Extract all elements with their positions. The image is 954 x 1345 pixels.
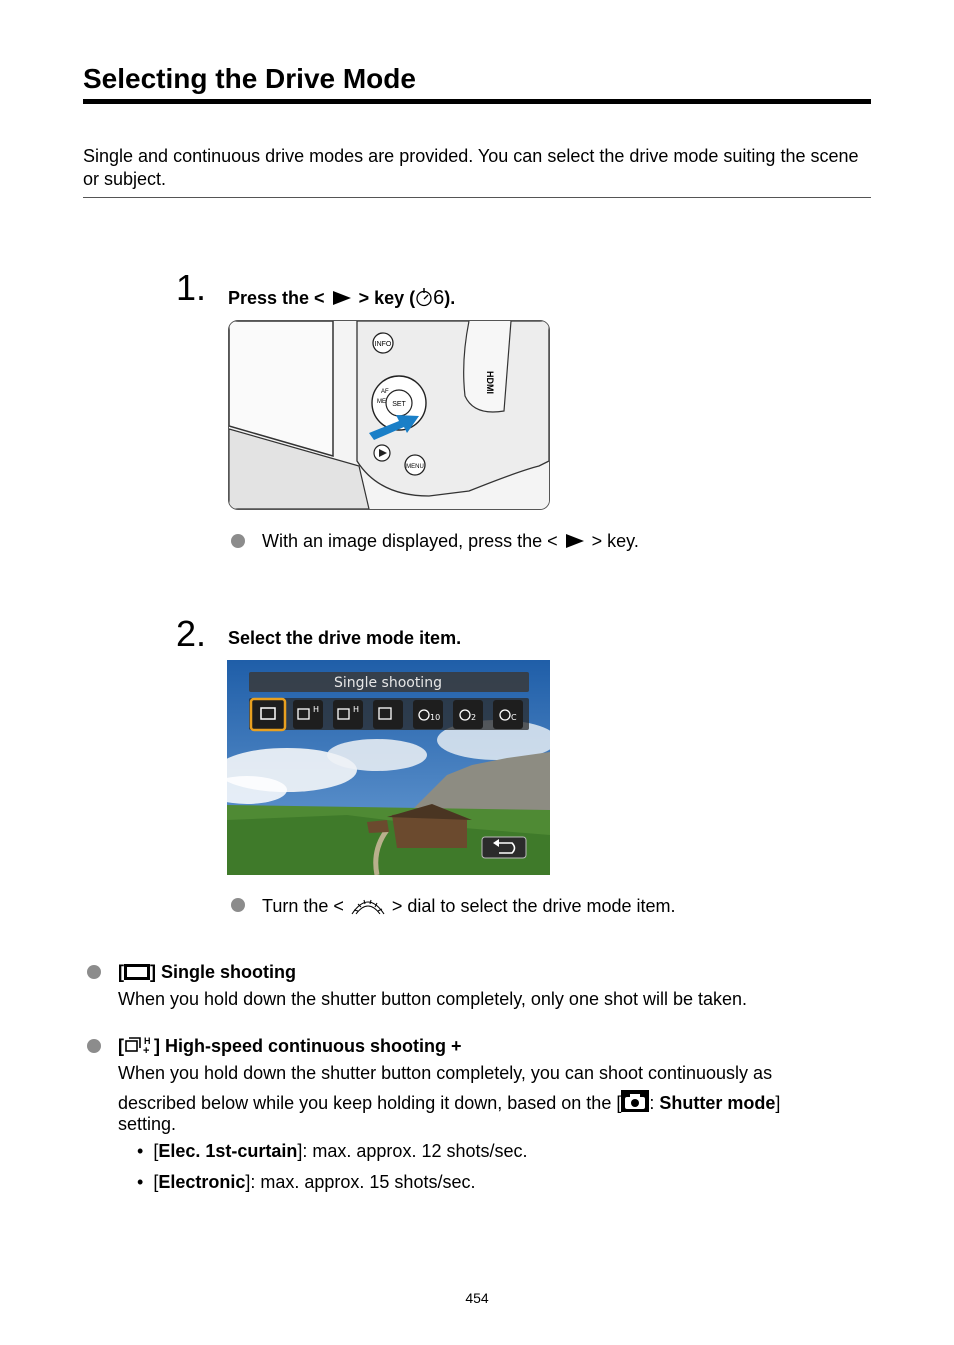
- set-label: SET: [392, 401, 406, 408]
- mode-highspeed-open: [: [118, 1036, 124, 1056]
- desc2-pre: described below while you keep holding it down, based on the [: [118, 1093, 622, 1113]
- sub-rest: ]: max. approx. 15 shots/sec.: [245, 1172, 476, 1192]
- step-2-bullet: [262, 894, 676, 918]
- sub-bold: Elec. 1st-curtain: [158, 1141, 298, 1161]
- sub-rest: ]: max. approx. 12 shots/sec.: [297, 1141, 528, 1161]
- svg-text:2: 2: [471, 713, 477, 722]
- main-dial-icon: [349, 894, 387, 916]
- shutter-mode-label: Shutter mode: [659, 1093, 776, 1113]
- desc2-post: ]: [775, 1093, 781, 1113]
- page-number: 454: [465, 1290, 489, 1306]
- step-1-title-end: ).: [444, 288, 456, 308]
- mode-single-title: [118, 961, 296, 984]
- sub-bullet: •: [137, 1141, 154, 1161]
- step-1-bullet-pre: With an image displayed, press the <: [262, 531, 563, 551]
- sub-open: [: [153, 1141, 159, 1161]
- camera-back-illustration: [228, 320, 550, 510]
- camera-back-drawing: [229, 321, 549, 509]
- svg-text:10: 10: [430, 713, 441, 722]
- mode-highspeed-desc-1: When you hold down the shutter button completely, you can shoot continuously as: [118, 1063, 773, 1083]
- play-icon: [566, 534, 584, 548]
- step-1-bullet: [262, 530, 639, 553]
- af-label: AF: [381, 389, 389, 395]
- sub-bold: Electronic: [158, 1172, 246, 1192]
- single-icon[interactable]: [251, 699, 285, 730]
- screen-label: Single shooting: [334, 675, 442, 691]
- sub-item-elec-1st: [137, 1140, 528, 1163]
- single-shooting-icon: [124, 964, 150, 980]
- step-2-number: 2.: [176, 613, 207, 654]
- menu-label: MENU: [406, 464, 424, 470]
- bullet: [231, 898, 245, 912]
- bullet: [231, 534, 245, 548]
- mode-single-desc: When you hold down the shutter button completely, only one shot will be taken.: [118, 989, 748, 1009]
- step-2-bullet-pre: Turn the <: [262, 896, 349, 916]
- bullet: [87, 965, 101, 979]
- back-button[interactable]: [482, 837, 526, 858]
- me-label: ME: [377, 399, 386, 405]
- title-rule: [83, 99, 871, 104]
- intro-rule: [83, 197, 871, 198]
- high-speed-continuous-plus-icon: [124, 1035, 154, 1055]
- page-ref-icon: [415, 287, 433, 307]
- desc2-colon: :: [649, 1093, 660, 1113]
- low-speed-icon[interactable]: [373, 700, 403, 729]
- step-2-title: Select the drive mode item.: [228, 628, 462, 648]
- step-1-title: [228, 287, 455, 309]
- sub-item-electronic: [137, 1171, 475, 1194]
- drive-mode-screen: [227, 660, 550, 875]
- sub-bullet: •: [137, 1172, 154, 1192]
- self-timer-2-icon[interactable]: [453, 700, 483, 729]
- svg-text:H: H: [313, 705, 320, 714]
- info-label: INFO: [374, 341, 392, 348]
- mode-highspeed-desc-2: [118, 1090, 780, 1115]
- step-1-title-post: > key (: [353, 288, 416, 308]
- mode-highspeed-title: [118, 1035, 462, 1058]
- landscape-screen: [227, 660, 550, 875]
- mode-single-label: ] Single shooting: [150, 962, 296, 982]
- step-1-number: 1.: [176, 267, 207, 308]
- shooting-camera-icon: [621, 1090, 649, 1112]
- step-1-bullet-post: > key.: [586, 531, 639, 551]
- step-1-page-ref: 6: [433, 287, 445, 309]
- page-title: Selecting the Drive Mode: [83, 63, 416, 94]
- bullet: [87, 1039, 101, 1053]
- svg-text:H: H: [353, 705, 360, 714]
- mode-highspeed-desc-3: setting.: [118, 1114, 177, 1134]
- svg-text:+: +: [143, 1045, 150, 1055]
- svg-text:C: C: [511, 713, 517, 722]
- svg-text:H: H: [144, 1036, 151, 1046]
- self-timer-continuous-icon[interactable]: [493, 700, 523, 729]
- step-2-bullet-post: > dial to select the drive mode item.: [386, 896, 676, 916]
- play-icon: [333, 291, 351, 305]
- mode-highspeed-label: ] High-speed continuous shooting +: [154, 1036, 462, 1056]
- sub-open: [: [153, 1172, 159, 1192]
- hdmi-label: HDMI: [485, 371, 495, 394]
- intro-text: Single and continuous drive modes are provided. You can select the drive mode suiting the scene or subject.: [83, 146, 859, 189]
- mode-single-open: [: [118, 962, 124, 982]
- step-1-title-pre: Press the <: [228, 288, 330, 308]
